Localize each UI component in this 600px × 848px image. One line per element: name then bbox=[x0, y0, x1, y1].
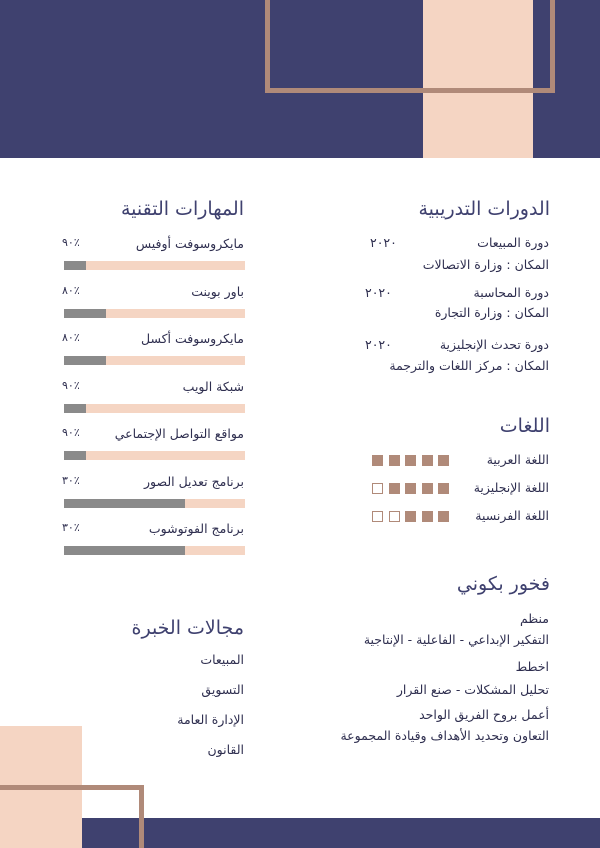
experience-title: مجالات الخبرة bbox=[131, 617, 244, 639]
skill-percent: ٩٠٪ bbox=[62, 378, 80, 392]
rating-square-filled bbox=[372, 455, 383, 466]
skill-percent: ٣٠٪ bbox=[62, 521, 80, 534]
experience-item: القانون bbox=[207, 742, 244, 757]
courses-title: الدورات التدريبية bbox=[418, 198, 550, 220]
language-name: اللغة الإنجليزية bbox=[473, 480, 549, 495]
footer-navy-band bbox=[82, 818, 600, 848]
skill-percent: ٩٠٪ bbox=[62, 236, 80, 249]
experience-item: المبيعات bbox=[200, 652, 244, 667]
experience-item: التسويق bbox=[201, 682, 244, 697]
course-year: ٢٠٢٠ bbox=[370, 235, 397, 250]
skill-bar-fill bbox=[64, 404, 86, 413]
rating-square-filled bbox=[438, 455, 449, 466]
rating-square-filled bbox=[422, 483, 433, 494]
course-place: المكان : وزارة الاتصالات bbox=[422, 257, 549, 272]
rating-square-filled bbox=[422, 511, 433, 522]
rating-square-filled bbox=[405, 483, 416, 494]
skill-percent: ٨٠٪ bbox=[62, 331, 80, 344]
proud-title: فخور بكوني bbox=[456, 573, 550, 595]
course-name: دورة المبيعات bbox=[477, 235, 549, 250]
course-place: المكان : مركز اللغات والترجمة bbox=[389, 358, 549, 373]
rating-square-filled bbox=[438, 511, 449, 522]
languages-title: اللغات bbox=[499, 415, 550, 437]
skill-percent: ٨٠٪ bbox=[62, 283, 80, 297]
skill-bar-fill bbox=[64, 451, 86, 460]
skill-bar bbox=[64, 356, 245, 365]
skill-bar-fill bbox=[64, 546, 185, 555]
skill-name: مايكروسوفت أكسل bbox=[140, 331, 244, 346]
course-year: ٢٠٢٠ bbox=[365, 337, 392, 352]
proud-desc: التفكير الإبداعي - الفاعلية - الإنتاجية bbox=[363, 632, 549, 647]
header-frame bbox=[265, 0, 555, 93]
skill-bar bbox=[64, 451, 245, 460]
rating-square-filled bbox=[389, 483, 400, 494]
experience-item: الإدارة العامة bbox=[177, 712, 244, 727]
skill-bar bbox=[64, 499, 245, 508]
rating-square-filled bbox=[389, 455, 400, 466]
skill-bar-fill bbox=[64, 356, 106, 365]
skill-name: مايكروسوفت أوفيس bbox=[135, 236, 244, 251]
rating-square-filled bbox=[405, 455, 416, 466]
rating-square-filled bbox=[405, 511, 416, 522]
rating-square-empty bbox=[372, 483, 383, 494]
skill-percent: ٣٠٪ bbox=[62, 473, 80, 487]
skill-percent: ٩٠٪ bbox=[62, 426, 80, 439]
proud-head: منظم bbox=[519, 611, 549, 626]
skill-bar bbox=[64, 404, 245, 413]
course-place: المكان : وزارة التجارة bbox=[434, 305, 549, 320]
rating-square-empty bbox=[372, 511, 383, 522]
skill-bar-fill bbox=[64, 309, 106, 318]
skill-name: شبكة الويب bbox=[182, 378, 244, 394]
skill-name: برنامج تعديل الصور bbox=[143, 473, 244, 489]
proud-head: أعمل بروح الفريق الواحد bbox=[419, 707, 549, 722]
skill-bar bbox=[64, 261, 245, 270]
course-year: ٢٠٢٠ bbox=[365, 285, 392, 300]
course-name: دورة المحاسبة bbox=[473, 285, 549, 300]
skill-bar-fill bbox=[64, 499, 185, 508]
skill-name: باور بوينت bbox=[191, 283, 244, 299]
course-name: دورة تحدث الإنجليزية bbox=[439, 337, 549, 352]
skill-bar-fill bbox=[64, 261, 86, 270]
proud-desc: تحليل المشكلات - صنع القرار bbox=[396, 682, 549, 697]
rating-square-filled bbox=[438, 483, 449, 494]
rating-square-filled bbox=[422, 455, 433, 466]
skill-bar bbox=[64, 309, 245, 318]
footer-frame bbox=[0, 785, 144, 848]
rating-square-empty bbox=[389, 511, 400, 522]
skill-bar bbox=[64, 546, 245, 555]
skill-name: برنامج الفوتوشوب bbox=[148, 521, 244, 536]
skills-title: المهارات التقنية bbox=[120, 198, 244, 220]
language-name: اللغة الفرنسية bbox=[475, 508, 549, 523]
skill-name: مواقع التواصل الإجتماعي bbox=[114, 426, 244, 441]
proud-desc: التعاون وتحديد الأهداف وقيادة المجموعة bbox=[340, 728, 549, 743]
language-name: اللغة العربية bbox=[486, 452, 549, 467]
proud-head: اخطط bbox=[515, 659, 549, 674]
